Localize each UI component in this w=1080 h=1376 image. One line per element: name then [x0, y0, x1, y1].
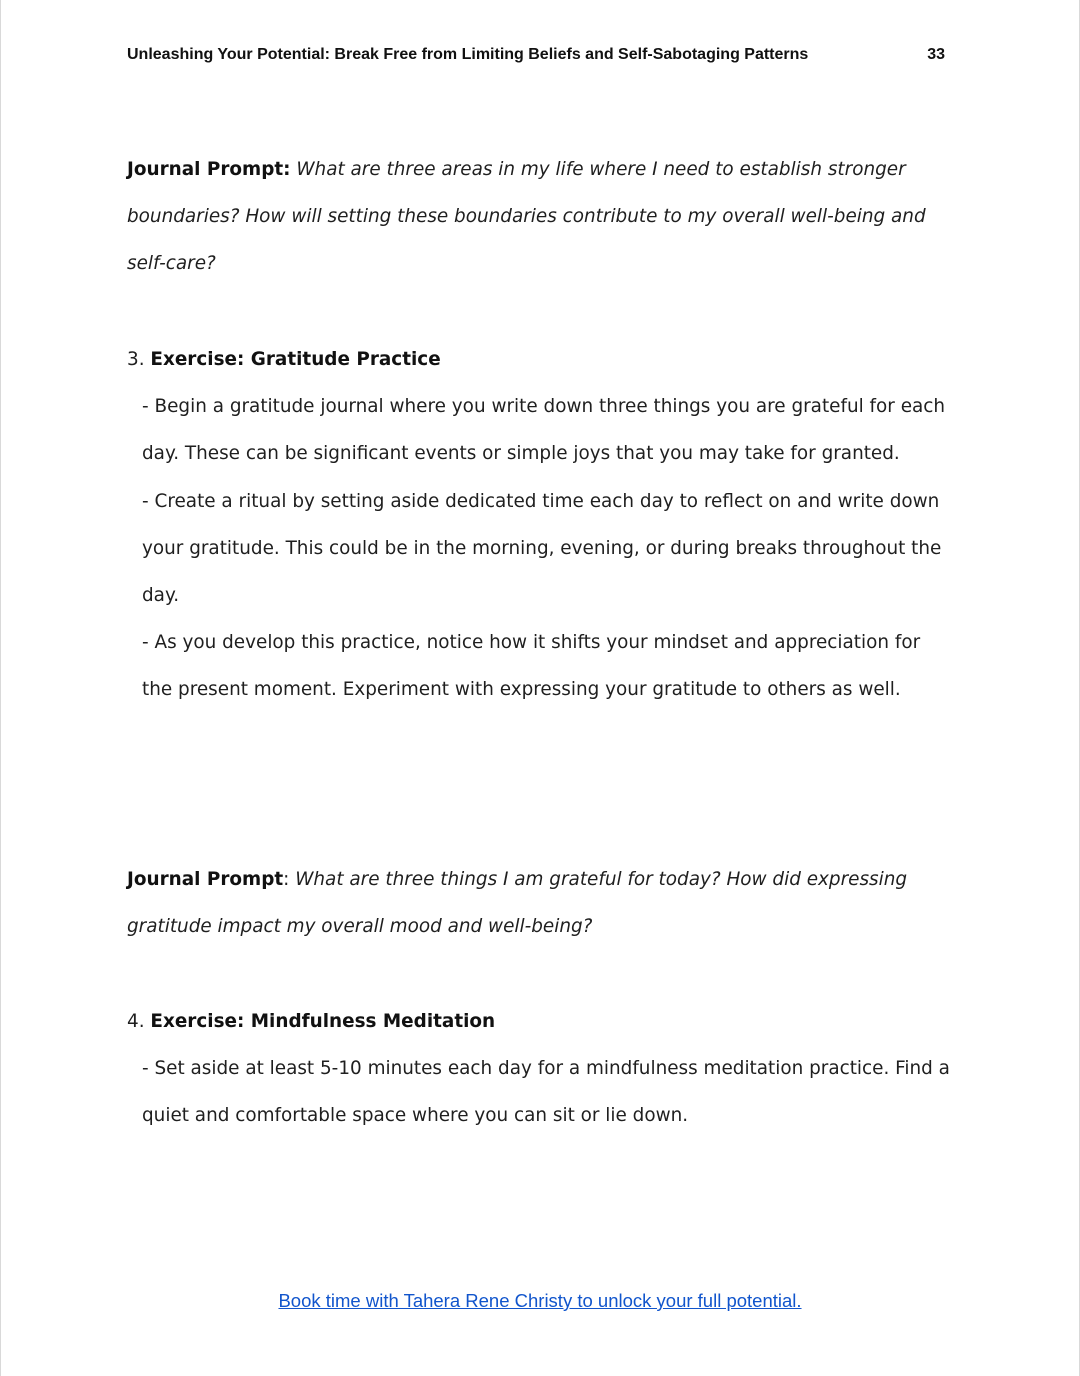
booking-link[interactable]: Book time with Tahera Rene Christy to unlock your full potential. [278, 1290, 802, 1311]
page-edge-left [0, 0, 1, 1376]
page-header [127, 46, 945, 68]
exercise-4-section [127, 998, 952, 1140]
exercise-3-heading [127, 336, 952, 383]
exercise-4-number: 4. [127, 1011, 145, 1032]
exercise-3-bullet-2: - Create a ritual by setting aside dedicated time each day to reflect on and write down your gratitude. This could be in the morning, evening, or during breaks throughout the day. [142, 490, 942, 607]
exercise-4-title: Exercise: Mindfulness Meditation [150, 1011, 496, 1032]
journal-prompt-1-label: Journal Prompt: [127, 159, 291, 180]
journal-prompt-2-colon: : [283, 869, 290, 890]
exercise-3-bullet-1: - Begin a gratitude journal where you write down three things you are grateful for each day. These can be significant events or simple joys that you may take for granted. [142, 396, 946, 465]
exercise-3-section [127, 336, 952, 714]
exercise-3-title: Exercise: Gratitude Practice [150, 349, 441, 370]
page-number: 33 [927, 46, 945, 63]
journal-prompt-2-label: Journal Prompt [127, 869, 284, 890]
header-title: Unleashing Your Potential: Break Free from Limiting Beliefs and Self-Sabotaging Patterns [127, 46, 809, 63]
exercise-3-bullet-3: - As you develop this practice, notice how it shifts your mindset and appreciation for the present moment. Experiment with expressing your gratitude to others as well. [142, 632, 921, 701]
exercise-3-number: 3. [127, 349, 145, 370]
journal-prompt-1 [127, 146, 952, 288]
exercise-4-heading [127, 998, 952, 1045]
journal-prompt-2 [127, 856, 952, 950]
exercise-4-bullet-1: - Set aside at least 5-10 minutes each day for a mindfulness meditation practice. Find a quiet and comfortable space where you can sit or lie down. [142, 1058, 950, 1127]
journal-prompt-1-text: What are three areas in my life where I need to establish stronger boundaries? How will setting these boundaries contribute to my overall well-being and self-care? [127, 159, 926, 275]
journal-prompt-2-text: What are three things I am grateful for today? How did expressing gratitude impact my overall mood and well-being? [127, 869, 908, 938]
